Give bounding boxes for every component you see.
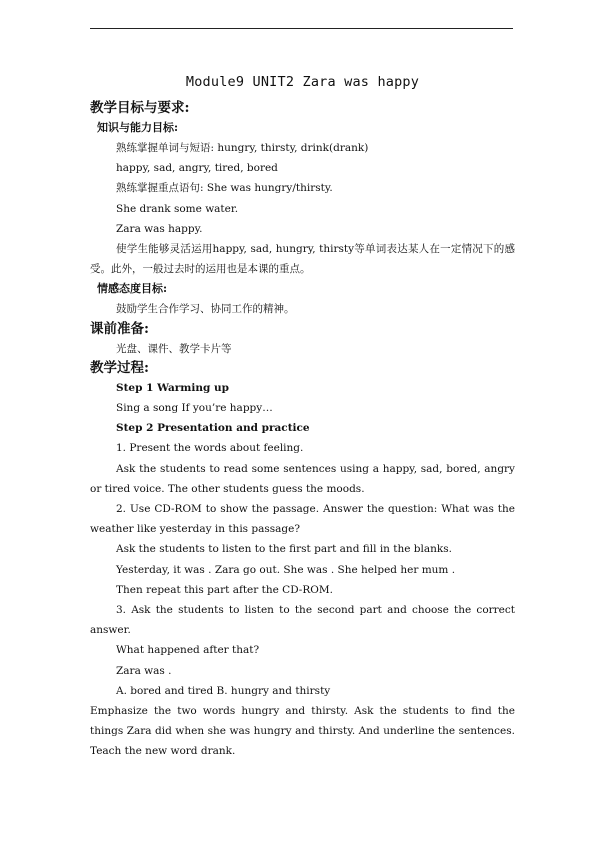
paragraph: What happened after that? [116,644,260,657]
paragraph: 鼓励学生合作学习、协同工作的精神。 [116,303,295,316]
paragraph: happy, sad, angry, tired, bored [116,162,278,175]
paragraph: 2. Use CD-ROM to show the passage. Answer the question: What was the weather like yesterday in this passage? [90,503,515,536]
paragraph: 熟练掌握重点语句: She was hungry/thirsty. [116,182,333,195]
paragraph: Zara was happy. [116,222,203,235]
paragraph: Emphasize the two words hungry and thirsty. Ask the students to find the things Zara did when she was hungry and thirsty. And underline the sentences. Teach the new word drank. [90,705,515,758]
paragraph: 3. Ask the students to listen to the second part and choose the correct answer. [90,604,515,637]
paragraph: 熟练掌握单词与短语: hungry, thirsty, drink(drank) [116,142,369,154]
step-heading: Step 1 Warming up [116,381,229,394]
section-heading-goals: 教学目标与要求: [90,100,190,116]
subheading-knowledge: 知识与能力目标: [97,121,179,134]
paragraph: 1. Present the words about feeling. [116,442,304,455]
paragraph: Sing a song If you’re happy… [116,402,273,415]
paragraph: Ask the students to listen to the first part and fill in the blanks. [116,543,452,556]
paragraph: She drank some water. [116,202,239,215]
subheading-emotion: 情感态度目标: [97,282,168,296]
section-heading-prep: 课前准备: [90,320,149,337]
page-title: Module9 UNIT2 Zara was happy [185,74,420,90]
section-heading-process: 教学过程: [90,359,149,376]
document-page [90,74,515,762]
paragraph: Ask the students to read some sentences using a happy, sad, bored, angry or tired voice. The other students guess the moods. [90,462,515,495]
paragraph: Yesterday, it was . Zara go out. She was . She helped her mum . [116,563,456,576]
paragraph: Zara was . [116,664,172,677]
step-heading: Step 2 Presentation and practice [116,422,310,435]
paragraph: 光盘、课件、教学卡片等 [116,342,232,355]
header-rule [90,28,513,29]
paragraph: 使学生能够灵活运用happy, sad, hungry, thirsty等单词表达某人在一定情况下的感受。此外，一般过去时的运用也是本课的重点。 [90,243,515,276]
paragraph: Then repeat this part after the CD-ROM. [116,583,333,596]
paragraph: A. bored and tired B. hungry and thirsty [116,684,331,697]
